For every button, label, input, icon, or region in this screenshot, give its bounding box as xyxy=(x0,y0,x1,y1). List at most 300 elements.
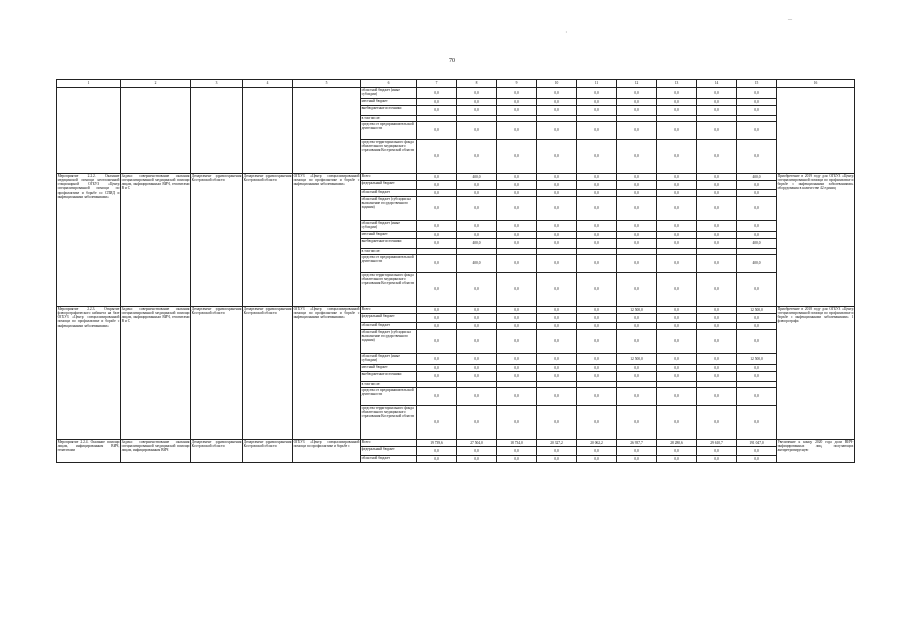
value-cell: 0,0 xyxy=(577,190,617,197)
value-cell: 0,0 xyxy=(457,190,497,197)
value-cell: 0,0 xyxy=(577,372,617,382)
value-cell: 0,0 xyxy=(617,197,657,221)
value-cell: 0,0 xyxy=(497,239,537,249)
value-cell: 0,0 xyxy=(537,330,577,354)
value-cell: 0,0 xyxy=(577,330,617,354)
value-cell: 0,0 xyxy=(497,447,537,456)
value-cell: 0,0 xyxy=(737,88,777,99)
value-cell: 0,0 xyxy=(457,323,497,330)
value-cell: 12 500,0 xyxy=(737,354,777,365)
value-cell: 0,0 xyxy=(697,273,737,307)
value-cell: 0,0 xyxy=(497,140,537,174)
measure-name: Мероприятие 2.2.2. Оказание медицинской помощи неотложенной стационарной ОГБУЗ «Центр специализированной помощи по профилактике и борьбе со СПИД и инфекционными заболеваниями» xyxy=(57,174,121,307)
value-cell: 0,0 xyxy=(417,232,457,239)
value-cell: 0,0 xyxy=(577,181,617,190)
value-cell: 0,0 xyxy=(737,372,777,382)
cont-cell-1 xyxy=(57,88,121,174)
value-cell: 0,0 xyxy=(697,106,737,116)
responsible-executor: Департамент здравоохранения Костромской области xyxy=(191,440,243,463)
funding-source: областной бюджет xyxy=(361,190,417,197)
value-cell: 0,0 xyxy=(417,372,457,382)
col-header-5: 5 xyxy=(293,80,361,88)
value-cell: 0,0 xyxy=(537,447,577,456)
value-cell: 0,0 xyxy=(457,181,497,190)
value-cell: 0,0 xyxy=(417,99,457,106)
value-cell: 0,0 xyxy=(497,307,537,314)
funding-source: областной бюджет xyxy=(361,456,417,463)
value-cell: 27 504,0 xyxy=(457,440,497,447)
value-cell: 0,0 xyxy=(577,88,617,99)
value-cell: 400,0 xyxy=(737,174,777,181)
value-cell: 191 047,0 xyxy=(737,440,777,447)
value-cell: 0,0 xyxy=(497,181,537,190)
value-cell: 18 734,0 xyxy=(497,440,537,447)
value-cell: 0,0 xyxy=(537,273,577,307)
value-cell: 0,0 xyxy=(657,232,697,239)
value-cell: 0,0 xyxy=(537,255,577,273)
value-cell: 0,0 xyxy=(417,273,457,307)
value-cell: 0,0 xyxy=(537,307,577,314)
value-cell: 0,0 xyxy=(617,388,657,406)
funding-source: областной бюджет (субсидии на выполнение государственного задания) xyxy=(361,197,417,221)
value-cell: 0,0 xyxy=(697,197,737,221)
value-cell: 0,0 xyxy=(417,456,457,463)
value-cell: 0,0 xyxy=(577,447,617,456)
col-header-11: 11 xyxy=(577,80,617,88)
funding-source: в том числе: xyxy=(361,249,417,255)
value-cell: 0,0 xyxy=(697,255,737,273)
cont-cell-4 xyxy=(243,88,293,174)
value-cell: 0,0 xyxy=(697,190,737,197)
value-cell: 0,0 xyxy=(737,106,777,116)
header-row xyxy=(57,80,855,88)
value-cell: 0,0 xyxy=(537,140,577,174)
funding-source: средства от предпринимательской деятельности xyxy=(361,255,417,273)
value-cell: 0,0 xyxy=(697,174,737,181)
value-cell: 0,0 xyxy=(497,388,537,406)
value-cell: 0,0 xyxy=(737,447,777,456)
value-cell: 0,0 xyxy=(537,106,577,116)
value-cell: 0,0 xyxy=(417,106,457,116)
value-cell: 0,0 xyxy=(657,406,697,440)
value-cell: 0,0 xyxy=(617,174,657,181)
value-cell: 0,0 xyxy=(417,239,457,249)
value-cell: 0,0 xyxy=(537,221,577,232)
value-cell: 0,0 xyxy=(697,406,737,440)
value-cell: 0,0 xyxy=(617,314,657,323)
funding-source: внебюджетные источники xyxy=(361,106,417,116)
value-cell: 0,0 xyxy=(537,122,577,140)
value-cell: 0,0 xyxy=(697,239,737,249)
value-cell: 0,0 xyxy=(657,447,697,456)
value-cell: 0,0 xyxy=(577,365,617,372)
cont-cell-5 xyxy=(293,88,361,174)
funding-source: местный бюджет xyxy=(361,99,417,106)
value-cell: 0,0 xyxy=(537,365,577,372)
value-cell: 0,0 xyxy=(577,221,617,232)
value-cell: 26 937,7 xyxy=(617,440,657,447)
value-cell: 0,0 xyxy=(577,354,617,365)
value-cell: 0,0 xyxy=(657,221,697,232)
value-cell: 0,0 xyxy=(417,190,457,197)
value-cell: 0,0 xyxy=(657,388,697,406)
col-header-6: 6 xyxy=(361,80,417,88)
col-header-12: 12 xyxy=(617,80,657,88)
value-cell: 0,0 xyxy=(657,330,697,354)
value-cell: 0,0 xyxy=(617,140,657,174)
value-cell: 0,0 xyxy=(417,221,457,232)
funding-source: средства от предпринимательской деятельности xyxy=(361,122,417,140)
value-cell: 0,0 xyxy=(577,456,617,463)
value-cell: 0,0 xyxy=(657,106,697,116)
value-cell: 0,0 xyxy=(737,99,777,106)
value-cell: 28 280,6 xyxy=(657,440,697,447)
col-header-8: 8 xyxy=(457,80,497,88)
value-cell: 0,0 xyxy=(417,255,457,273)
value-cell: 0,0 xyxy=(657,314,697,323)
value-cell: 0,0 xyxy=(537,456,577,463)
value-cell: 0,0 xyxy=(657,88,697,99)
col-header-14: 14 xyxy=(697,80,737,88)
value-cell: 0,0 xyxy=(697,323,737,330)
value-cell: 0,0 xyxy=(617,99,657,106)
funding-source: в том числе: xyxy=(361,116,417,122)
value-cell: 0,0 xyxy=(577,174,617,181)
value-cell: 0,0 xyxy=(657,372,697,382)
value-cell: 0,0 xyxy=(537,372,577,382)
value-cell: 0,0 xyxy=(497,365,537,372)
col-header-7: 7 xyxy=(417,80,457,88)
value-cell: 0,0 xyxy=(577,307,617,314)
value-cell: 0,0 xyxy=(657,365,697,372)
value-cell: 0,0 xyxy=(537,174,577,181)
funding-source: областной бюджет xyxy=(361,323,417,330)
value-cell: 0,0 xyxy=(577,406,617,440)
expected-result: Приобретение в 2019 году для ОГБУЗ «Центр специализированной помощи по профилактике и борьбе с инфекционными заболеваниями» оборудования в количестве 42 единиц xyxy=(777,174,855,307)
participant: ОГБУЗ «Центр специализированной помощи по профилактике и борьбе с инфекционными заболеваниями» xyxy=(293,307,361,440)
value-cell: 0,0 xyxy=(617,122,657,140)
value-cell: 0,0 xyxy=(497,197,537,221)
value-cell: 0,0 xyxy=(457,372,497,382)
value-cell: 0,0 xyxy=(737,365,777,372)
value-cell: 0,0 xyxy=(577,232,617,239)
funding-source: федеральный бюджет xyxy=(361,314,417,323)
value-cell: 0,0 xyxy=(697,354,737,365)
value-cell: 0,0 xyxy=(657,456,697,463)
value-cell: 0,0 xyxy=(657,140,697,174)
value-cell: 0,0 xyxy=(617,273,657,307)
cont-cell-3 xyxy=(191,88,243,174)
value-cell: 0,0 xyxy=(497,122,537,140)
value-cell: 0,0 xyxy=(577,140,617,174)
funding-source: областной бюджет (субсидии на выполнение государственного задания) xyxy=(361,330,417,354)
value-cell: 0,0 xyxy=(617,106,657,116)
value-cell: 0,0 xyxy=(417,122,457,140)
value-cell: 0,0 xyxy=(737,406,777,440)
value-cell: 0,0 xyxy=(537,181,577,190)
value-cell: 0,0 xyxy=(617,181,657,190)
col-header-1: 1 xyxy=(57,80,121,88)
value-cell: 0,0 xyxy=(617,255,657,273)
value-cell: 0,0 xyxy=(497,190,537,197)
value-cell: 0,0 xyxy=(697,330,737,354)
value-cell: 12 500,0 xyxy=(617,354,657,365)
page-number: 70 xyxy=(449,58,455,64)
scan-mark-dash: – xyxy=(788,14,792,23)
measure-name: Мероприятие 2.2.4. Оказание помощи лицам, инфицированным ВИЧ, гепатитами xyxy=(57,440,121,463)
value-cell: 0,0 xyxy=(617,365,657,372)
value-cell: 0,0 xyxy=(497,372,537,382)
col-header-3: 3 xyxy=(191,80,243,88)
value-cell: 0,0 xyxy=(497,330,537,354)
value-cell: 400,0 xyxy=(457,239,497,249)
task-description: Задача: совершенствование оказания специализированной медицинской помощи лицам, инфицированным ВИЧ xyxy=(121,440,191,463)
value-cell: 0,0 xyxy=(697,232,737,239)
value-cell: 0,0 xyxy=(657,99,697,106)
value-cell: 0,0 xyxy=(697,456,737,463)
value-cell: 0,0 xyxy=(657,197,697,221)
value-cell: 0,0 xyxy=(497,106,537,116)
value-cell: 0,0 xyxy=(697,140,737,174)
value-cell: 19 739,6 xyxy=(417,440,457,447)
value-cell: 0,0 xyxy=(657,239,697,249)
value-cell: 0,0 xyxy=(497,323,537,330)
value-cell: 0,0 xyxy=(577,323,617,330)
value-cell: 29 610,7 xyxy=(697,440,737,447)
value-cell: 0,0 xyxy=(697,181,737,190)
task-description: Задача: совершенствование оказания специализированной медицинской помощи лицам, инфицированным ВИЧ, гепатитами В и С xyxy=(121,307,191,440)
col-header-4: 4 xyxy=(243,80,293,88)
value-cell: 0,0 xyxy=(457,388,497,406)
value-cell: 0,0 xyxy=(537,388,577,406)
budget-table xyxy=(56,79,855,463)
funding-source: средства территориального фонда обязательного медицинского страхования Костромской области xyxy=(361,406,417,440)
value-cell: 0,0 xyxy=(497,174,537,181)
value-cell: 0,0 xyxy=(577,122,617,140)
value-cell: 0,0 xyxy=(657,190,697,197)
funding-source: федеральный бюджет xyxy=(361,447,417,456)
value-cell: 0,0 xyxy=(577,239,617,249)
value-cell: 0,0 xyxy=(417,88,457,99)
value-cell: 0,0 xyxy=(497,314,537,323)
value-cell: 0,0 xyxy=(457,406,497,440)
value-cell: 0,0 xyxy=(457,197,497,221)
value-cell: 0,0 xyxy=(497,232,537,239)
value-cell: 0,0 xyxy=(617,190,657,197)
value-cell: 0,0 xyxy=(537,88,577,99)
value-cell: 0,0 xyxy=(497,456,537,463)
value-cell: 0,0 xyxy=(537,314,577,323)
measure-name: Мероприятие 2.2.3. Открытие флюорографического кабинета на базе ОГБУЗ «Центр специализированной помощи по профилактике и борьбе с инфекционными заболеваниями» xyxy=(57,307,121,440)
value-cell: 0,0 xyxy=(417,354,457,365)
value-cell: 0,0 xyxy=(457,106,497,116)
value-cell: 0,0 xyxy=(417,323,457,330)
value-cell: 0,0 xyxy=(657,181,697,190)
value-cell: 0,0 xyxy=(737,140,777,174)
value-cell: 0,0 xyxy=(497,273,537,307)
value-cell: 0,0 xyxy=(457,232,497,239)
value-cell: 0,0 xyxy=(457,365,497,372)
value-cell: 0,0 xyxy=(617,372,657,382)
expected-result: Увеличение к концу 2020 года доли ВИЧ-инфицированных лиц, получающих антиретровирусную xyxy=(777,440,855,463)
funding-source: федеральный бюджет xyxy=(361,181,417,190)
funding-source: Всего xyxy=(361,440,417,447)
value-cell: 0,0 xyxy=(457,456,497,463)
value-cell: 0,0 xyxy=(417,365,457,372)
participant: ОГБУЗ «Центр специализированной помощи по профилактике и борьбе с xyxy=(293,440,361,463)
value-cell: 12 500,0 xyxy=(737,307,777,314)
funding-source: областной бюджет (иные субсидии) xyxy=(361,88,417,99)
col-header-13: 13 xyxy=(657,80,697,88)
table-row xyxy=(57,88,855,99)
col-header-10: 10 xyxy=(537,80,577,88)
value-cell: 0,0 xyxy=(497,255,537,273)
value-cell: 0,0 xyxy=(457,354,497,365)
value-cell: 0,0 xyxy=(657,255,697,273)
value-cell: 0,0 xyxy=(657,307,697,314)
coexecutor: Департамент здравоохранения Костромской области xyxy=(243,174,293,307)
value-cell: 0,0 xyxy=(617,330,657,354)
value-cell: 0,0 xyxy=(497,406,537,440)
value-cell: 0,0 xyxy=(737,388,777,406)
value-cell: 0,0 xyxy=(417,140,457,174)
table-row xyxy=(57,440,855,447)
value-cell: 0,0 xyxy=(617,447,657,456)
value-cell: 400,0 xyxy=(457,255,497,273)
funding-source: областной бюджет (иные субсидии) xyxy=(361,354,417,365)
value-cell: 20 327,2 xyxy=(537,440,577,447)
value-cell: 20 062,2 xyxy=(577,440,617,447)
value-cell: 0,0 xyxy=(497,99,537,106)
value-cell: 0,0 xyxy=(537,239,577,249)
funding-source: Всего xyxy=(361,307,417,314)
value-cell: 0,0 xyxy=(417,181,457,190)
table-row xyxy=(57,307,855,314)
col-header-16: 16 xyxy=(777,80,855,88)
value-cell: 0,0 xyxy=(417,388,457,406)
expected-result: Приобретение в 2018 году для ОГБУЗ «Центр специализированной помощи по профилактике и борьбе с инфекционными заболеваниями» 1 флюорографа xyxy=(777,307,855,440)
value-cell: 0,0 xyxy=(457,314,497,323)
value-cell: 400,0 xyxy=(737,255,777,273)
value-cell: 0,0 xyxy=(457,140,497,174)
value-cell: 0,0 xyxy=(457,330,497,354)
col-header-15: 15 xyxy=(737,80,777,88)
cont-cell-2 xyxy=(121,88,191,174)
funding-source: областной бюджет (иные субсидии) xyxy=(361,221,417,232)
value-cell: 0,0 xyxy=(497,88,537,99)
value-cell: 0,0 xyxy=(737,197,777,221)
value-cell: 0,0 xyxy=(657,354,697,365)
funding-source: внебюджетные источники xyxy=(361,372,417,382)
value-cell: 0,0 xyxy=(417,307,457,314)
value-cell: 0,0 xyxy=(697,447,737,456)
value-cell: 0,0 xyxy=(577,388,617,406)
value-cell: 400,0 xyxy=(737,239,777,249)
value-cell: 0,0 xyxy=(697,88,737,99)
value-cell: 0,0 xyxy=(457,221,497,232)
value-cell: 0,0 xyxy=(417,447,457,456)
value-cell: 0,0 xyxy=(657,122,697,140)
value-cell: 0,0 xyxy=(697,99,737,106)
value-cell: 0,0 xyxy=(457,307,497,314)
funding-source: в том числе: xyxy=(361,382,417,388)
value-cell: 0,0 xyxy=(737,181,777,190)
responsible-executor: Департамент здравоохранения Костромской области xyxy=(191,307,243,440)
responsible-executor: Департамент здравоохранения Костромской области xyxy=(191,174,243,307)
scan-mark-dot: · xyxy=(565,28,568,37)
funding-source: местный бюджет xyxy=(361,365,417,372)
value-cell: 0,0 xyxy=(577,273,617,307)
value-cell: 0,0 xyxy=(617,221,657,232)
value-cell: 400,0 xyxy=(457,174,497,181)
value-cell: 0,0 xyxy=(537,323,577,330)
value-cell: 0,0 xyxy=(657,174,697,181)
value-cell: 0,0 xyxy=(617,406,657,440)
value-cell: 0,0 xyxy=(457,99,497,106)
value-cell: 12 500,0 xyxy=(617,307,657,314)
table-row xyxy=(57,174,855,181)
value-cell: 0,0 xyxy=(577,106,617,116)
value-cell: 0,0 xyxy=(457,122,497,140)
value-cell: 0,0 xyxy=(417,330,457,354)
value-cell: 0,0 xyxy=(697,307,737,314)
value-cell: 0,0 xyxy=(737,221,777,232)
value-cell: 0,0 xyxy=(617,323,657,330)
value-cell: 0,0 xyxy=(417,197,457,221)
funding-source: Всего xyxy=(361,174,417,181)
coexecutor: Департамент здравоохранения Костромской области xyxy=(243,307,293,440)
value-cell: 0,0 xyxy=(697,122,737,140)
value-cell: 0,0 xyxy=(737,273,777,307)
col-header-9: 9 xyxy=(497,80,537,88)
value-cell: 0,0 xyxy=(497,221,537,232)
value-cell: 0,0 xyxy=(697,314,737,323)
value-cell: 0,0 xyxy=(537,99,577,106)
value-cell: 0,0 xyxy=(417,406,457,440)
value-cell: 0,0 xyxy=(737,122,777,140)
value-cell: 0,0 xyxy=(417,314,457,323)
coexecutor: Департамент здравоохранения Костромской области xyxy=(243,440,293,463)
value-cell: 0,0 xyxy=(417,174,457,181)
funding-source: местный бюджет xyxy=(361,232,417,239)
value-cell: 0,0 xyxy=(577,314,617,323)
value-cell: 0,0 xyxy=(457,447,497,456)
cont-result-cell xyxy=(777,88,855,174)
value-cell: 0,0 xyxy=(537,406,577,440)
value-cell: 0,0 xyxy=(697,372,737,382)
value-cell: 0,0 xyxy=(497,354,537,365)
value-cell: 0,0 xyxy=(737,330,777,354)
value-cell: 0,0 xyxy=(457,88,497,99)
value-cell: 0,0 xyxy=(657,323,697,330)
value-cell: 0,0 xyxy=(737,314,777,323)
col-header-2: 2 xyxy=(121,80,191,88)
task-description: Задача: совершенствование оказания специализированной медицинской помощи лицам, инфицированным ВИЧ, гепатитами В и С xyxy=(121,174,191,307)
value-cell: 0,0 xyxy=(737,323,777,330)
value-cell: 0,0 xyxy=(537,197,577,221)
value-cell: 0,0 xyxy=(617,239,657,249)
value-cell: 0,0 xyxy=(537,190,577,197)
value-cell: 0,0 xyxy=(577,99,617,106)
value-cell: 0,0 xyxy=(457,273,497,307)
value-cell: 0,0 xyxy=(737,232,777,239)
value-cell: 0,0 xyxy=(657,273,697,307)
value-cell: 0,0 xyxy=(537,232,577,239)
value-cell: 0,0 xyxy=(737,456,777,463)
value-cell: 0,0 xyxy=(617,232,657,239)
value-cell: 0,0 xyxy=(737,190,777,197)
value-cell: 0,0 xyxy=(577,255,617,273)
